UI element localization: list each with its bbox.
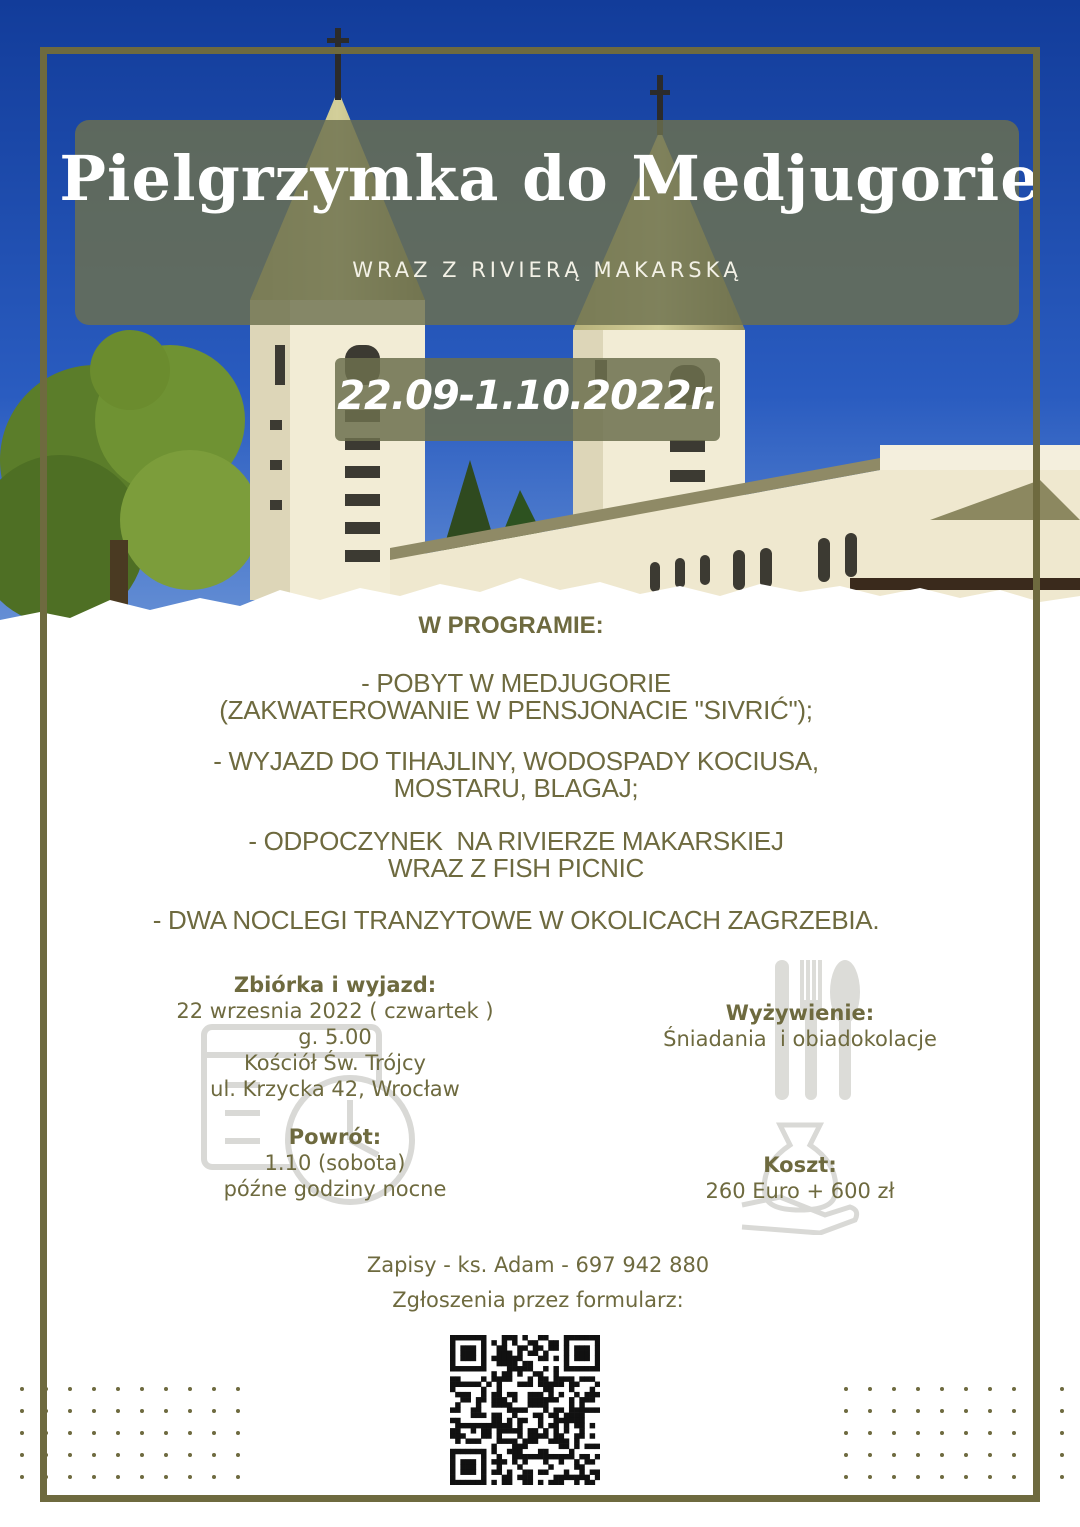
decor-dot bbox=[916, 1431, 920, 1435]
decor-dot bbox=[236, 1475, 240, 1479]
decor-dot bbox=[916, 1387, 920, 1391]
decor-dot bbox=[44, 1431, 48, 1435]
decor-dot bbox=[92, 1409, 96, 1413]
departure-info bbox=[130, 972, 540, 1102]
decor-dot bbox=[140, 1431, 144, 1435]
decor-dot bbox=[892, 1431, 896, 1435]
program-line: - WYJAZD DO TIHAJLINY, WODOSPADY KOCIUSA, bbox=[213, 746, 819, 776]
decor-dot bbox=[68, 1431, 72, 1435]
poster-title: Pielgrzymka do Medjugorie bbox=[59, 142, 1041, 215]
decor-dot bbox=[236, 1387, 240, 1391]
decor-dot bbox=[236, 1409, 240, 1413]
decor-dot bbox=[1012, 1475, 1016, 1479]
return-line: 1.10 (sobota) bbox=[264, 1151, 406, 1175]
program-line: (ZAKWATEROWANIE W PENSJONACIE "SIVRIĆ"); bbox=[219, 695, 813, 725]
decor-dot bbox=[940, 1387, 944, 1391]
decor-dot bbox=[212, 1453, 216, 1457]
decor-dot bbox=[988, 1387, 992, 1391]
decor-dot bbox=[164, 1431, 168, 1435]
decor-dot bbox=[964, 1453, 968, 1457]
decor-dot bbox=[116, 1409, 120, 1413]
cost-label: Koszt: bbox=[763, 1153, 837, 1177]
meals-label: Wyżywienie: bbox=[725, 1001, 875, 1025]
church-photo bbox=[0, 0, 1080, 660]
decor-dot bbox=[1060, 1453, 1064, 1457]
departure-line: g. 5.00 bbox=[298, 1025, 372, 1049]
decor-dot bbox=[20, 1453, 24, 1457]
decor-dot bbox=[188, 1409, 192, 1413]
decor-dot bbox=[116, 1431, 120, 1435]
departure-line: Kościół Św. Trójcy bbox=[244, 1051, 426, 1075]
program-item bbox=[0, 748, 1032, 802]
decor-dot bbox=[140, 1453, 144, 1457]
decor-dot bbox=[868, 1453, 872, 1457]
decor-dot bbox=[44, 1387, 48, 1391]
decor-dot bbox=[868, 1387, 872, 1391]
decor-dot bbox=[844, 1475, 848, 1479]
trip-dates: 22.09-1.10.2022r. bbox=[337, 373, 718, 419]
program-item bbox=[0, 828, 1032, 882]
decor-dot bbox=[964, 1431, 968, 1435]
decor-dot bbox=[164, 1409, 168, 1413]
decor-dot bbox=[868, 1475, 872, 1479]
meals-info bbox=[620, 1000, 980, 1052]
decor-dot bbox=[844, 1409, 848, 1413]
dot-grid-left bbox=[18, 1385, 243, 1485]
decor-dot bbox=[964, 1409, 968, 1413]
cost-line: 260 Euro + 600 zł bbox=[705, 1179, 895, 1203]
decor-dot bbox=[212, 1475, 216, 1479]
program-line: - DWA NOCLEGI TRANZYTOWE W OKOLICACH ZAGRZEBIA. bbox=[152, 905, 880, 935]
decor-dot bbox=[988, 1409, 992, 1413]
meals-line: Śniadania i obiadokolacje bbox=[663, 1027, 937, 1051]
decor-dot bbox=[1012, 1431, 1016, 1435]
decor-dot bbox=[68, 1453, 72, 1457]
decor-dot bbox=[188, 1387, 192, 1391]
signup-contact: Zapisy - ks. Adam - 697 942 880 bbox=[366, 1253, 710, 1277]
program-line: - POBYT W MEDJUGORIE bbox=[361, 668, 671, 698]
decor-dot bbox=[236, 1453, 240, 1457]
decor-dot bbox=[916, 1453, 920, 1457]
decor-dot bbox=[868, 1431, 872, 1435]
decor-dot bbox=[92, 1431, 96, 1435]
decor-dot bbox=[20, 1387, 24, 1391]
decor-dot bbox=[116, 1475, 120, 1479]
decor-dot bbox=[212, 1387, 216, 1391]
decor-dot bbox=[68, 1475, 72, 1479]
decor-dot bbox=[212, 1431, 216, 1435]
departure-label: Zbiórka i wyjazd: bbox=[233, 973, 437, 997]
decor-dot bbox=[940, 1431, 944, 1435]
decor-dot bbox=[68, 1409, 72, 1413]
decor-dot bbox=[1012, 1409, 1016, 1413]
departure-line: 22 wrzesnia 2022 ( czwartek ) bbox=[176, 999, 494, 1023]
decor-dot bbox=[916, 1409, 920, 1413]
decor-dot bbox=[116, 1453, 120, 1457]
decor-dot bbox=[188, 1431, 192, 1435]
decor-dot bbox=[116, 1387, 120, 1391]
decor-dot bbox=[964, 1387, 968, 1391]
decor-dot bbox=[1036, 1387, 1040, 1391]
decor-dot bbox=[892, 1409, 896, 1413]
decor-dot bbox=[92, 1475, 96, 1479]
dot-grid-right bbox=[842, 1385, 1067, 1485]
decor-dot bbox=[140, 1409, 144, 1413]
decor-dot bbox=[92, 1453, 96, 1457]
decor-dot bbox=[1012, 1387, 1016, 1391]
decor-dot bbox=[92, 1387, 96, 1391]
decor-dot bbox=[940, 1409, 944, 1413]
program-item bbox=[0, 907, 1032, 934]
decor-dot bbox=[916, 1475, 920, 1479]
decor-dot bbox=[1060, 1431, 1064, 1435]
decor-dot bbox=[844, 1387, 848, 1391]
decor-dot bbox=[964, 1475, 968, 1479]
decor-dot bbox=[164, 1453, 168, 1457]
decor-dot bbox=[140, 1475, 144, 1479]
decor-dot bbox=[1012, 1453, 1016, 1457]
return-info bbox=[130, 1124, 540, 1202]
decor-dot bbox=[20, 1409, 24, 1413]
decor-dot bbox=[988, 1475, 992, 1479]
decor-dot bbox=[236, 1431, 240, 1435]
decor-dot bbox=[844, 1453, 848, 1457]
departure-line: ul. Krzycka 42, Wrocław bbox=[210, 1077, 460, 1101]
decor-dot bbox=[892, 1453, 896, 1457]
decor-dot bbox=[164, 1387, 168, 1391]
decor-dot bbox=[44, 1409, 48, 1413]
return-line: późne godziny nocne bbox=[223, 1177, 447, 1201]
decor-dot bbox=[44, 1475, 48, 1479]
decor-dot bbox=[68, 1387, 72, 1391]
decor-dot bbox=[44, 1453, 48, 1457]
decor-dot bbox=[1036, 1453, 1040, 1457]
cost-info bbox=[620, 1152, 980, 1204]
poster-subtitle: WRAZ Z RIVIERĄ MAKARSKĄ bbox=[352, 258, 742, 282]
decor-dot bbox=[868, 1409, 872, 1413]
decor-dot bbox=[988, 1453, 992, 1457]
decor-dot bbox=[188, 1453, 192, 1457]
decor-dot bbox=[20, 1475, 24, 1479]
decor-dot bbox=[1036, 1475, 1040, 1479]
decor-dot bbox=[140, 1387, 144, 1391]
decor-dot bbox=[940, 1475, 944, 1479]
decor-dot bbox=[1060, 1387, 1064, 1391]
program-line: MOSTARU, BLAGAJ; bbox=[393, 773, 639, 803]
decor-dot bbox=[988, 1431, 992, 1435]
decor-dot bbox=[1036, 1409, 1040, 1413]
decor-dot bbox=[892, 1387, 896, 1391]
qr-code[interactable] bbox=[450, 1335, 600, 1485]
program-line: - ODPOCZYNEK NA RIVIERZE MAKARSKIEJ bbox=[248, 826, 784, 856]
program-line: WRAZ Z FISH PICNIC bbox=[387, 853, 645, 883]
form-note: Zgłoszenia przez formularz: bbox=[392, 1288, 684, 1312]
decor-dot bbox=[892, 1475, 896, 1479]
decor-dot bbox=[212, 1409, 216, 1413]
decor-dot bbox=[1060, 1475, 1064, 1479]
program-heading: W PROGRAMIE: bbox=[418, 612, 604, 639]
decor-dot bbox=[188, 1475, 192, 1479]
decor-dot bbox=[1060, 1409, 1064, 1413]
program-item bbox=[0, 670, 1032, 724]
decor-dot bbox=[1036, 1431, 1040, 1435]
decor-dot bbox=[940, 1453, 944, 1457]
decor-dot bbox=[20, 1431, 24, 1435]
decor-dot bbox=[844, 1431, 848, 1435]
return-label: Powrót: bbox=[288, 1125, 382, 1149]
decor-dot bbox=[164, 1475, 168, 1479]
